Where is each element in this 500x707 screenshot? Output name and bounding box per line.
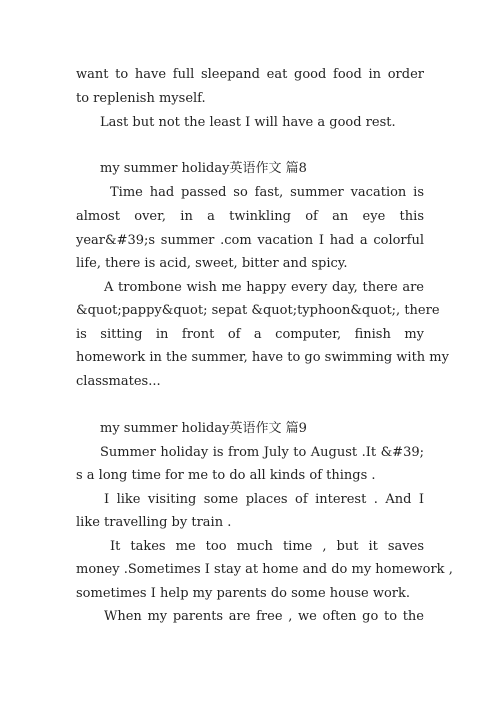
paragraph-line: almost over, in a twinkling of an eye this — [76, 209, 424, 224]
paragraph-line: life, there is acid, sweet, bitter and spicy. — [76, 256, 348, 271]
paragraph-line: A trombone wish me happy every day, there are — [104, 280, 424, 295]
paragraph-line: It takes me too much time , but it saves — [110, 539, 424, 554]
paragraph-line: money .Sometimes I stay at home and do my homework , — [76, 562, 453, 577]
section-heading-8: my summer holiday英语作文 篇8 — [100, 161, 307, 176]
section-heading-9: my summer holiday英语作文 篇9 — [100, 421, 307, 436]
paragraph-line: Summer holiday is from July to August .It &#39; — [100, 445, 424, 460]
paragraph-line: like travelling by train . — [76, 515, 232, 530]
paragraph-line: want to have full sleepand eat good food in order — [76, 67, 424, 82]
paragraph-line: Last but not the least I will have a good rest. — [100, 115, 396, 130]
paragraph-line: &quot;pappy&quot; sepat &quot;typhoon&quot;, there — [76, 303, 440, 318]
paragraph-line: I like visiting some places of interest . And I — [104, 492, 424, 507]
paragraph-line: homework in the summer, have to go swimming with my — [76, 350, 449, 365]
paragraph-line: Time had passed so fast, summer vacation is — [110, 185, 424, 200]
paragraph-line: is sitting in front of a computer, finish my — [76, 327, 424, 342]
paragraph-line: When my parents are free , we often go to the — [104, 609, 424, 624]
paragraph-line: classmates... — [76, 374, 161, 389]
paragraph-line: s a long time for me to do all kinds of things . — [76, 468, 376, 483]
paragraph-line: sometimes I help my parents do some house work. — [76, 586, 411, 601]
paragraph-line: year&#39;s summer .com vacation I had a colorful — [76, 233, 424, 248]
paragraph-line: to replenish myself. — [76, 91, 206, 106]
